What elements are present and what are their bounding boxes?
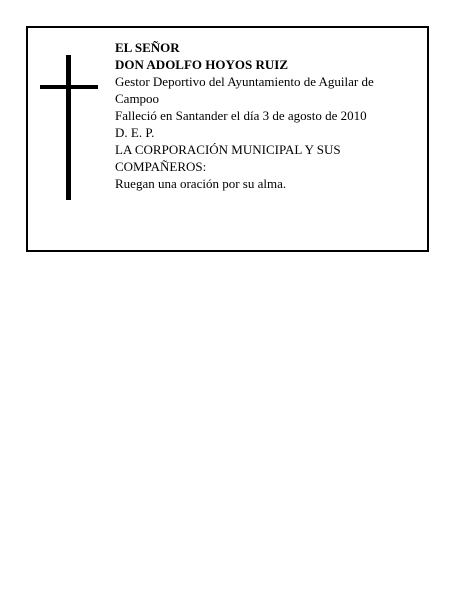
- notice-text-block: [115, 39, 415, 192]
- obituary-notice: [26, 26, 429, 252]
- deceased-name: DON ADOLFO HOYOS RUIZ: [115, 57, 288, 72]
- mourners: LA CORPORACIÓN MUNICIPAL Y SUS COMPAÑEROS:: [115, 142, 341, 174]
- prayer-request: Ruegan una oración por su alma.: [115, 176, 287, 191]
- deceased-position: Gestor Deportivo del Ayuntamiento de Aguilar de Campoo: [115, 74, 374, 106]
- latin-cross-icon: [40, 55, 98, 200]
- death-statement: Falleció en Santander el día 3 de agosto de 2010: [115, 108, 367, 123]
- honorific: EL SEÑOR: [115, 40, 180, 55]
- cross-horizontal-bar: [40, 85, 98, 89]
- cross-vertical-bar: [66, 55, 71, 200]
- rest-in-peace: D. E. P.: [115, 125, 155, 140]
